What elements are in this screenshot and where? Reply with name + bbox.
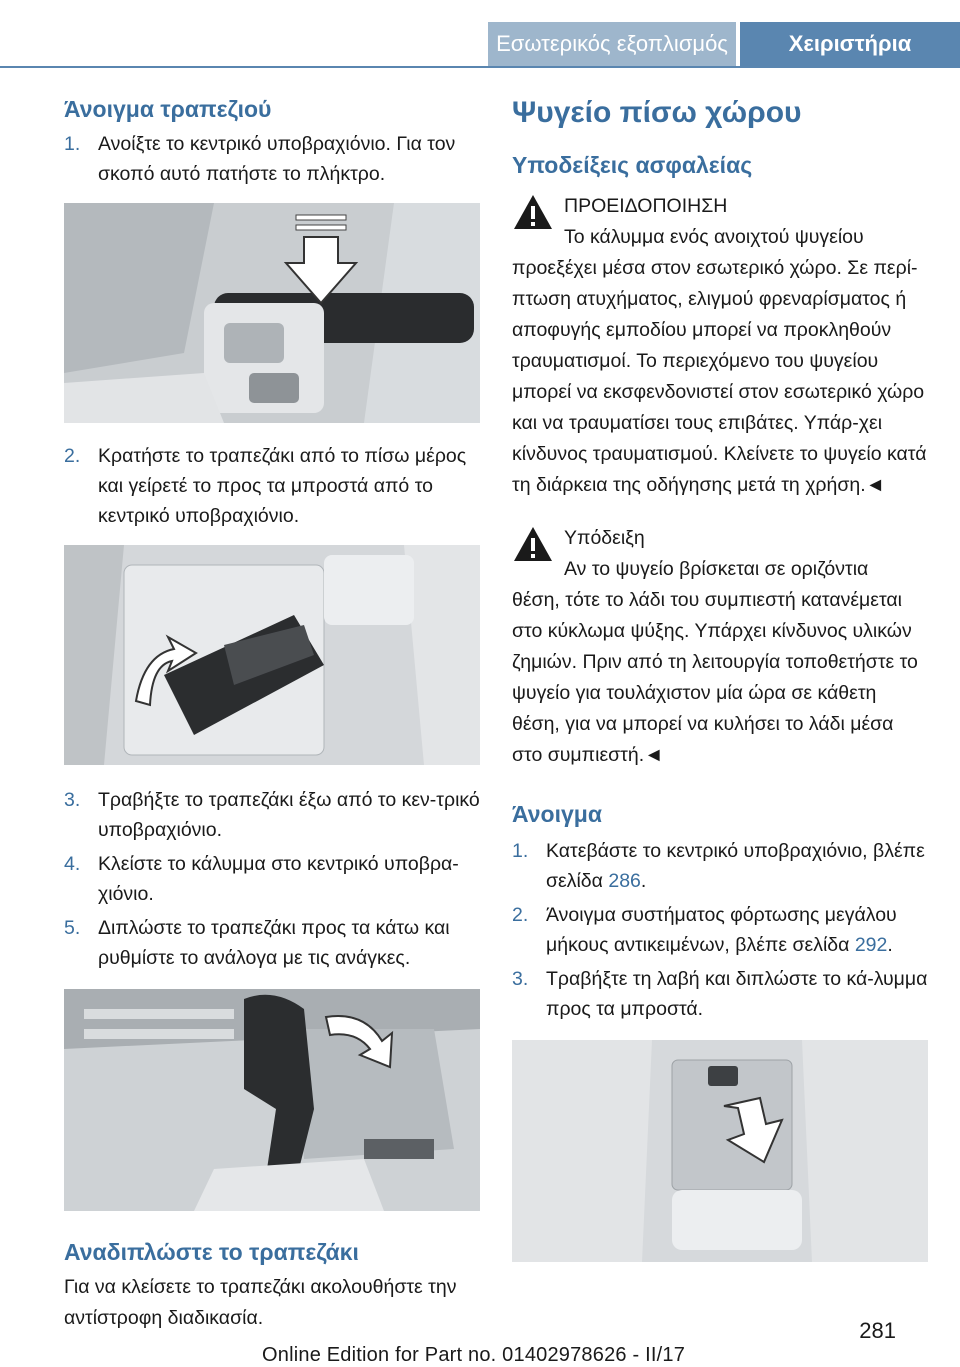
page-footer xyxy=(0,1318,960,1366)
fold-tray-text: Για να κλείσετε το τραπεζάκι ακολουθήστε την αντίστροφη διαδικασία. xyxy=(64,1276,457,1329)
warning-first-line: Το κάλυμμα ενός ανοιχτού ψυγείου xyxy=(564,226,864,248)
page-number: 281 xyxy=(859,1318,896,1343)
note-first-line: Αν το ψυγείο βρίσκεται σε οριζόντια xyxy=(564,558,869,580)
step-1 xyxy=(64,129,480,189)
header-chapter-tab[interactable]: Χειριστήρια xyxy=(740,22,960,66)
step-number: 5. xyxy=(64,917,81,939)
left-column xyxy=(64,96,480,1334)
open-step-1: 1. Κατεβάστε το κεντρικό υποβραχιόνιο, βλέπε σελίδα 286. xyxy=(512,836,928,896)
step-4 xyxy=(64,849,480,909)
step-text: Κρατήστε το τραπεζάκι από το πίσω μέρος και γείρετέ το προς τα μπροστά από το κεντρικό υποβραχιόνιο. xyxy=(98,445,467,527)
step-text: Κλείστε το κάλυμμα στο κεντρικό υποβρα-χιόνιο. xyxy=(98,853,459,905)
header-section-tab[interactable]: Εσωτερικός εξοπλισμός xyxy=(488,22,736,66)
step-2 xyxy=(64,441,480,531)
step-text: Διπλώστε το τραπεζάκι προς τα κάτω και ρυθμίστε το ανάλογα με τις ανάγκες. xyxy=(98,917,450,969)
step-number: 2. xyxy=(64,445,81,467)
warning-text: προεξέχει μέσα στον εσωτερικό χώρο. Σε περί-πτωση ατυχήματος, ελιγμού φρεναρίσματος ή αποφυγής εμποδίου μπορεί να προκληθούν τραυματισμοί. Το περιεχόμενο του ψυγείου μπορεί να εκσφενδονιστεί στον εσωτερικό χώρο και να τραυματίσει τους επιβάτες. Υπάρ-χει κίνδυνος τραυματισμού. Κλείνετε το ψυγείο κατά τη διάρκεια της οδήγησης μετά τη χρήση.◄ xyxy=(512,257,927,496)
note-label: Υπόδειξη xyxy=(564,527,645,549)
step-number: 3. xyxy=(64,789,81,811)
right-column xyxy=(512,96,928,1262)
warning-triangle-icon xyxy=(512,193,554,231)
step-number: 3. xyxy=(512,968,529,990)
photo-armrest-button xyxy=(64,203,480,423)
page-title: Ψυγείο πίσω χώρου xyxy=(512,96,802,129)
step-number: 1. xyxy=(512,840,529,862)
photo-tray-fold-down xyxy=(64,989,480,1211)
photo-fridge-cover xyxy=(512,1040,928,1262)
page-header xyxy=(0,0,960,66)
step-text: Άνοιγμα συστήματος φόρτωσης μεγάλου μήκους αντικειμένων, βλέπε σελίδα xyxy=(546,904,897,956)
open-step-3 xyxy=(512,964,928,1024)
step-number: 2. xyxy=(512,904,529,926)
step-number: 1. xyxy=(64,133,81,155)
note-text: θέση, τότε το λάδι του συμπιεστή κατανέμεται στο κύκλωμα ψύξης. Υπάρχει κίνδυνος υλικών ζημιών. Πριν από τη λειτουργία τοποθετήστε το ψυγείο για τουλάχιστον μία ώρα σε κάθετη θέση, για να μπορεί να κυλήσει το λάδι μέσα στο συμπιεστή.◄ xyxy=(512,589,918,766)
step-text: Τραβήξτε το τραπεζάκι έξω από το κεν-τρικό υποβραχιόνιο. xyxy=(98,789,480,841)
heading-open-tray: Άνοιγμα τραπεζιού xyxy=(64,96,272,122)
photo-tray-tilt xyxy=(64,545,480,765)
note-block xyxy=(512,523,928,771)
heading-fold-tray: Αναδιπλώστε το τραπεζάκι xyxy=(64,1239,359,1265)
step-text: Ανοίξτε το κεντρικό υποβραχιόνιο. Για τον σκοπό αυτό πατήστε το πλήκτρο. xyxy=(98,133,456,185)
heading-safety: Υποδείξεις ασφαλείας xyxy=(512,152,753,178)
warning-block xyxy=(512,191,928,501)
edition-note: Online Edition for Part no. 01402978626 - II/17 xyxy=(262,1344,686,1366)
step-text: Κατεβάστε το κεντρικό υποβραχιόνιο, βλέπε σελίδα xyxy=(546,840,925,892)
step-number: 4. xyxy=(64,853,81,875)
note-triangle-icon xyxy=(512,525,554,563)
step-text: Τραβήξτε τη λαβή και διπλώστε το κά-λυμμα προς τα μπροστά. xyxy=(546,968,928,1020)
page-link-286[interactable]: 286 xyxy=(608,870,641,892)
step-3 xyxy=(64,785,480,845)
step-5 xyxy=(64,913,480,973)
open-step-2: 2. Άνοιγμα συστήματος φόρτωσης μεγάλου μήκους αντικειμένων, βλέπε σελίδα 292. xyxy=(512,900,928,960)
heading-opening: Άνοιγμα xyxy=(512,801,602,827)
header-divider xyxy=(0,66,960,68)
warning-label: ΠΡΟΕΙΔΟΠΟΙΗΣΗ xyxy=(564,195,728,217)
steps-3-5 xyxy=(64,785,480,973)
page-link-292[interactable]: 292 xyxy=(854,934,888,956)
